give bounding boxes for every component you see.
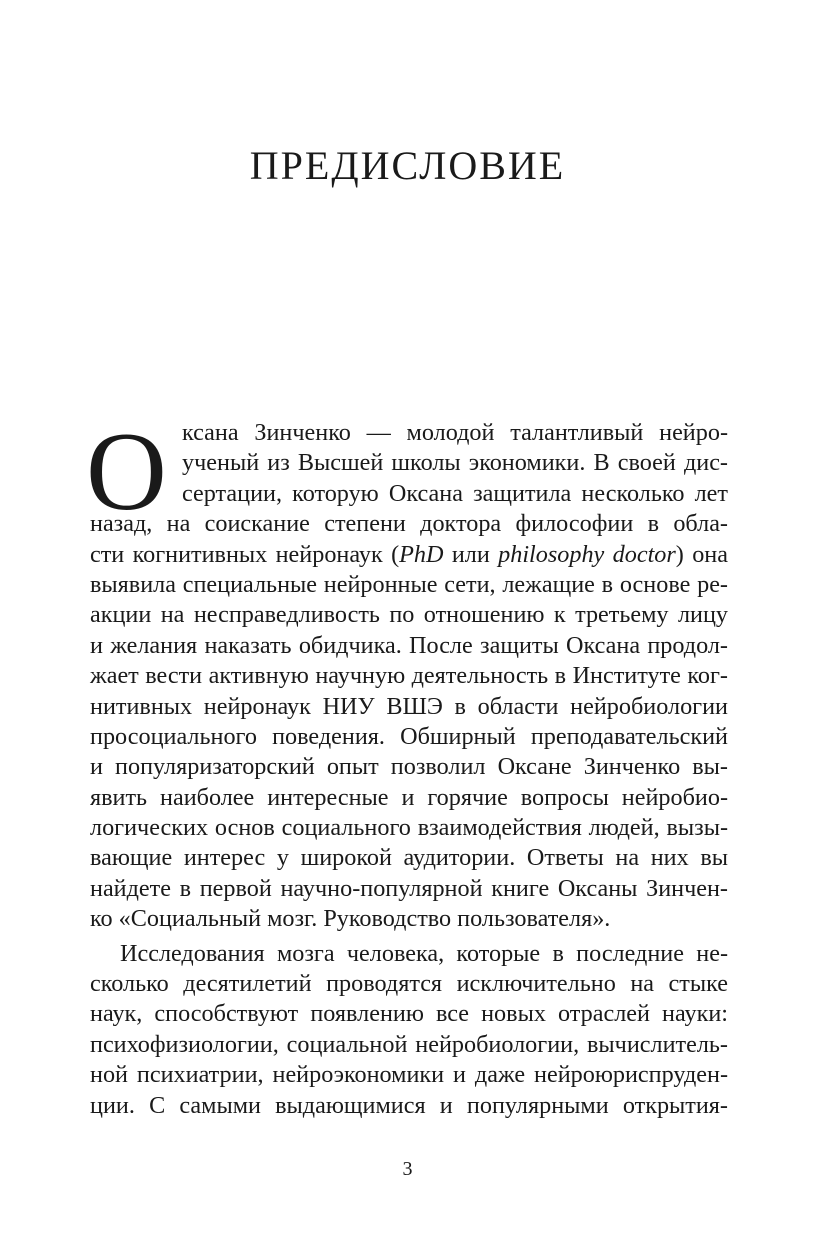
text-line: вающие интерес у широкой аудитории. Ответы на них вы [90,844,728,872]
text-run: или [443,540,499,568]
paragraph-2 [90,939,728,1121]
text-line: явить наиболее интересные и горячие вопросы нейробио- [90,783,728,811]
text-line: и желания наказать обидчика. После защиты Оксана продол- [90,631,728,659]
text-line: ции. С самыми выдающимися и популярными открытия- [90,1091,728,1119]
text-run: ) она [675,540,728,568]
text-line: и популяризаторский опыт позволил Оксане Зинченко вы- [90,753,728,781]
drop-cap: О [86,410,167,534]
text-line: ксана Зинченко — молодой талантливый нейро- [182,419,728,446]
text-line: наук, способствуют появлению все новых отраслей науки: [90,1000,728,1028]
text-line: назад, на соискание степени доктора философии в обла- [90,510,728,538]
text-line: жает вести активную научную деятельность в Институте ког- [90,662,728,690]
text-line: психофизиологии, социальной нейробиологии, вычислитель- [90,1030,728,1058]
text-line: сколько десятилетий проводятся исключительно на стыке [90,970,728,998]
text-line: просоциального поведения. Обширный преподавательский [90,722,728,750]
text-line: найдете в первой научно-популярной книге Оксаны Зинчен- [90,874,728,902]
text-line: нитивных нейронаук НИУ ВШЭ в области нейробиологии [90,692,728,720]
italic-term: PhD [399,540,444,568]
text-line: ной психиатрии, нейроэкономики и даже нейроюриспруден- [90,1061,728,1089]
text-line: ученый из Высшей школы экономики. В своей дис- [182,449,728,477]
paragraph-1 [86,410,728,935]
text-line: выявила специальные нейронные сети, лежащие в основе ре- [90,570,728,598]
chapter-title: ПРЕДИСЛОВИЕ [249,143,566,188]
page-number: 3 [402,1158,413,1180]
text-line: сертации, которую Оксана защитила несколько лет [182,479,728,507]
body-text [86,410,728,1121]
text-line: акции на несправедливость по отношению к третьему лицу [90,601,728,629]
text-line: ко «Социальный мозг. Руководство пользователя». [90,905,611,933]
text-line: Исследования мозга человека, которые в последние не- [120,939,728,967]
text-run: сти когнитивных нейронаук ( [90,540,400,568]
italic-term: philosophy doctor [498,540,676,568]
text-line [90,540,728,570]
text-line: логических основ социального взаимодействия людей, вызы- [90,814,728,842]
